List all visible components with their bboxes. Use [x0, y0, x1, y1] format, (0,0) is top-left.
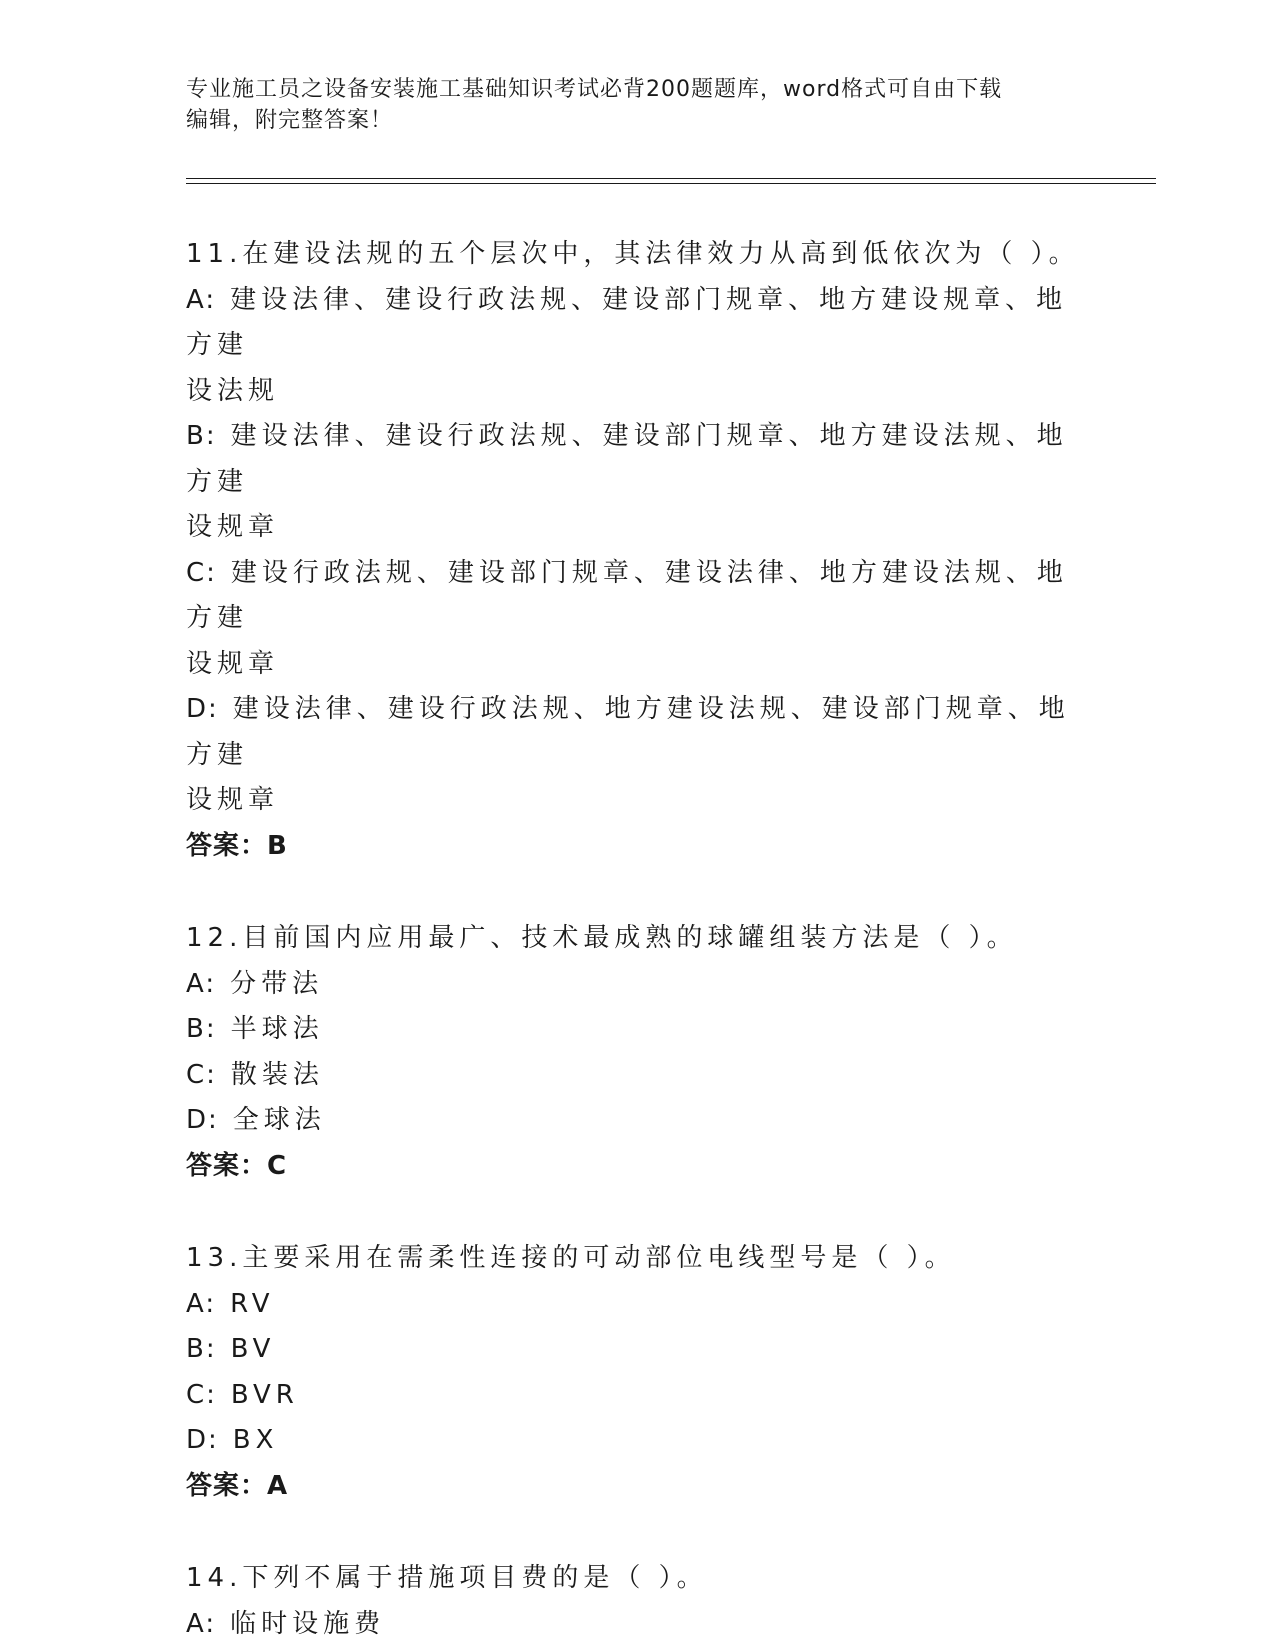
option-c: [186, 1053, 1086, 1099]
option-text: 半球法: [230, 1014, 324, 1044]
option-text: 散装法: [230, 1059, 324, 1090]
option-b-continued: [186, 505, 1086, 551]
question-14: [186, 1556, 1086, 1647]
option-text: 建设行政法规、建设部门规章、建设法律、地方建设法规、地方建: [186, 557, 1068, 633]
option-c: [186, 1373, 1086, 1419]
header-line-2: 编辑，附完整答案！: [186, 108, 394, 133]
option-label: B:: [186, 421, 217, 451]
question-stem: 13.主要采用在需柔性连接的可动部位电线型号是（ ）。: [186, 1243, 956, 1273]
option-a-continued: [186, 369, 1086, 415]
option-label: B:: [186, 1014, 217, 1044]
option-c-continued: [186, 642, 1086, 688]
option-label: C:: [186, 1059, 217, 1090]
option-text: 建设法律、建设行政法规、建设部门规章、地方建设法规、地方建: [186, 421, 1068, 497]
option-a: [186, 278, 1086, 369]
question-stem: 11.在建设法规的五个层次中，其法律效力从高到低依次为（ ）。: [186, 239, 1080, 269]
option-text: RV: [230, 1288, 275, 1319]
option-text: BV: [230, 1334, 276, 1364]
answer: 答案：C: [186, 1150, 288, 1181]
option-text: 设规章: [186, 785, 280, 815]
option-text: 建设法律、建设行政法规、建设部门规章、地方建设规章、地方建: [186, 284, 1068, 360]
option-label: A:: [186, 968, 217, 999]
option-text: BVR: [230, 1379, 299, 1410]
option-label: C:: [186, 1379, 217, 1410]
answer: 答案：A: [186, 1470, 289, 1501]
option-b: [186, 1327, 1086, 1373]
question-stem: 12.目前国内应用最广、技术最成熟的球罐组装方法是（ ）。: [186, 923, 1018, 953]
option-text: 分带法: [230, 968, 324, 999]
question-13: [186, 1236, 1086, 1509]
option-a: [186, 1282, 1086, 1328]
option-text: 设规章: [186, 648, 280, 679]
option-text: 建设法律、建设行政法规、地方建设法规、建设部门规章、地方建: [186, 694, 1070, 770]
header-line-1: 专业施工员之设备安装施工基础知识考试必背200题题库，word格式可自由下载: [186, 77, 1003, 102]
header-divider-top: [186, 178, 1156, 179]
option-label: D:: [186, 1105, 219, 1135]
option-text: BX: [232, 1425, 279, 1455]
option-d-continued: [186, 778, 1086, 824]
option-b: [186, 414, 1086, 505]
option-b: [186, 1007, 1086, 1053]
option-label: A:: [186, 1288, 217, 1319]
option-a: [186, 962, 1086, 1008]
document-header: [186, 74, 1066, 136]
option-label: B:: [186, 1334, 217, 1364]
header-divider-bottom: [186, 183, 1156, 184]
option-d: [186, 1098, 1086, 1144]
option-label: D:: [186, 694, 219, 724]
option-d: [186, 687, 1086, 778]
option-c: [186, 551, 1086, 642]
question-list: [186, 232, 1086, 1647]
option-label: A:: [186, 1608, 217, 1639]
option-text: 全球法: [232, 1105, 326, 1135]
question-stem: 14.下列不属于措施项目费的是（ ）。: [186, 1563, 708, 1593]
option-label: D:: [186, 1425, 219, 1455]
option-text: 临时设施费: [230, 1608, 386, 1639]
option-label: A:: [186, 284, 217, 315]
question-11: [186, 232, 1086, 869]
option-text: 设规章: [186, 512, 280, 542]
answer: 答案：B: [186, 830, 288, 861]
option-a: [186, 1602, 1086, 1648]
option-d: [186, 1418, 1086, 1464]
option-label: C:: [186, 557, 217, 588]
question-12: [186, 916, 1086, 1189]
option-text: 设法规: [186, 375, 280, 406]
